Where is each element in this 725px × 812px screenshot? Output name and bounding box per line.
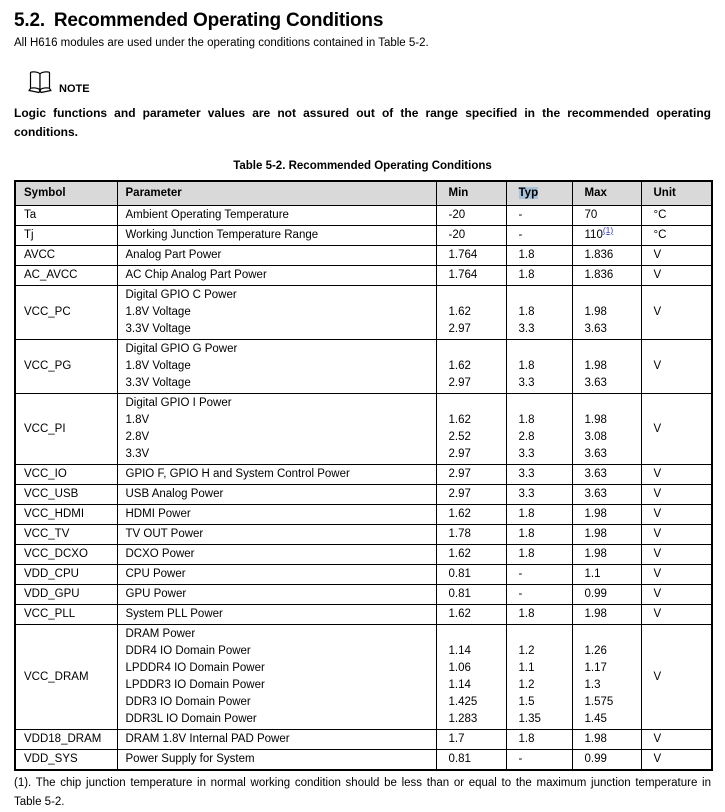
cell-line: 1.8 bbox=[518, 269, 535, 281]
cell-line: LPDDR4 IO Domain Power bbox=[125, 662, 265, 674]
cell-line: 1.35 bbox=[518, 713, 541, 725]
footnote-link[interactable]: (1) bbox=[602, 225, 614, 236]
cell-line bbox=[519, 341, 567, 358]
parameter-cell bbox=[117, 625, 436, 730]
min-cell bbox=[436, 565, 506, 585]
cell-line: 1.62 bbox=[448, 548, 471, 560]
header-parameter: Parameter bbox=[117, 181, 436, 206]
cell-line: 1.62 bbox=[448, 360, 471, 372]
cell-line: DRAM 1.8V Internal PAD Power bbox=[125, 733, 290, 745]
parameter-cell bbox=[117, 545, 436, 565]
cell-line: Digital GPIO C Power bbox=[125, 289, 237, 301]
table-caption: Table 5-2. Recommended Operating Conditions bbox=[233, 160, 492, 172]
parameter-cell bbox=[117, 730, 436, 750]
cell-line: 1.8 bbox=[518, 508, 535, 520]
cell-line: 1.575 bbox=[584, 696, 614, 708]
unit-cell: V bbox=[641, 465, 712, 485]
min-cell bbox=[436, 206, 506, 226]
cell-line: CPU Power bbox=[125, 568, 186, 580]
note-header bbox=[26, 70, 711, 96]
cell-line: 3.3V Voltage bbox=[125, 323, 191, 335]
cell-line: 1.764 bbox=[448, 249, 478, 261]
cell-line: 1.8 bbox=[518, 548, 535, 560]
cell-line: 2.97 bbox=[448, 323, 471, 335]
unit-cell: V bbox=[641, 545, 712, 565]
parameter-cell bbox=[117, 485, 436, 505]
max-cell bbox=[572, 394, 641, 465]
unit-cell: V bbox=[641, 730, 712, 750]
cell-line: 1.3 bbox=[584, 679, 601, 691]
cell-line bbox=[585, 626, 636, 643]
cell-line: 2.97 bbox=[448, 468, 471, 480]
cell-line: 3.3 bbox=[518, 468, 535, 480]
max-cell bbox=[572, 545, 641, 565]
symbol-cell: AVCC bbox=[15, 246, 117, 266]
cell-line: 1.836 bbox=[584, 269, 614, 281]
cell-line: DDR3L IO Domain Power bbox=[125, 713, 257, 725]
unit-cell: °C bbox=[641, 206, 712, 226]
cell-line: 1.62 bbox=[448, 414, 471, 426]
cell-line: - bbox=[518, 588, 523, 600]
intro-paragraph: All H616 modules are used under the operating conditions contained in Table 5-2. bbox=[14, 37, 429, 49]
unit-cell: V bbox=[641, 565, 712, 585]
parameter-cell bbox=[117, 286, 436, 340]
cell-line: 2.97 bbox=[448, 377, 471, 389]
cell-line: 1.06 bbox=[448, 662, 471, 674]
cell-line bbox=[519, 626, 567, 643]
typ-cell bbox=[506, 340, 572, 394]
cell-line: Power Supply for System bbox=[125, 753, 255, 765]
cell-line: 1.17 bbox=[584, 662, 607, 674]
max-cell bbox=[572, 485, 641, 505]
cell-line: - bbox=[518, 229, 523, 241]
cell-line bbox=[449, 341, 501, 358]
min-cell bbox=[436, 266, 506, 286]
table-row bbox=[15, 266, 712, 286]
open-book-icon bbox=[26, 70, 54, 96]
cell-line: 1.98 bbox=[584, 414, 607, 426]
min-cell bbox=[436, 545, 506, 565]
cell-line: 3.08 bbox=[584, 431, 607, 443]
cell-line: 1.7 bbox=[448, 733, 465, 745]
cell-line: 3.63 bbox=[584, 323, 607, 335]
cell-line bbox=[585, 395, 636, 412]
footnote-text: (1). The chip junction temperature in normal working condition should be less than or equal to the maximum junction temperature in Table 5-2. bbox=[14, 777, 711, 808]
min-cell bbox=[436, 625, 506, 730]
cell-line bbox=[585, 341, 636, 358]
max-cell bbox=[572, 605, 641, 625]
header-unit: Unit bbox=[641, 181, 712, 206]
typ-cell bbox=[506, 625, 572, 730]
max-cell bbox=[572, 625, 641, 730]
cell-line: GPIO F, GPIO H and System Control Power bbox=[125, 468, 350, 480]
cell-line: 2.8 bbox=[518, 431, 535, 443]
cell-line bbox=[519, 395, 567, 412]
cell-line: DCXO Power bbox=[125, 548, 195, 560]
cell-line: 3.3V bbox=[125, 448, 150, 460]
cell-line: 1.8V bbox=[125, 414, 150, 426]
parameter-cell bbox=[117, 465, 436, 485]
symbol-cell: VDD_GPU bbox=[15, 585, 117, 605]
unit-cell: V bbox=[641, 394, 712, 465]
max-cell bbox=[572, 226, 641, 246]
cell-line bbox=[519, 287, 567, 304]
table-row bbox=[15, 625, 712, 730]
table-row bbox=[15, 730, 712, 750]
cell-line: 2.8V bbox=[125, 431, 150, 443]
cell-line: 1.8 bbox=[518, 733, 535, 745]
max-cell bbox=[572, 286, 641, 340]
symbol-cell: AC_AVCC bbox=[15, 266, 117, 286]
min-cell bbox=[436, 226, 506, 246]
unit-cell: V bbox=[641, 625, 712, 730]
max-cell bbox=[572, 585, 641, 605]
min-cell bbox=[436, 286, 506, 340]
header-symbol: Symbol bbox=[15, 181, 117, 206]
parameter-cell bbox=[117, 525, 436, 545]
parameter-cell bbox=[117, 226, 436, 246]
max-cell bbox=[572, 206, 641, 226]
cell-line: TV OUT Power bbox=[125, 528, 204, 540]
cell-line: 1.26 bbox=[584, 645, 607, 657]
cell-line: 0.81 bbox=[448, 753, 471, 765]
table-row bbox=[15, 246, 712, 266]
unit-cell: V bbox=[641, 585, 712, 605]
cell-line: - bbox=[518, 753, 523, 765]
min-cell bbox=[436, 485, 506, 505]
cell-line: 1.8 bbox=[518, 306, 535, 318]
parameter-cell bbox=[117, 394, 436, 465]
symbol-cell: VDD_CPU bbox=[15, 565, 117, 585]
symbol-cell: VDD_SYS bbox=[15, 750, 117, 771]
parameter-cell bbox=[117, 246, 436, 266]
max-cell bbox=[572, 750, 641, 771]
symbol-cell: VCC_DRAM bbox=[15, 625, 117, 730]
min-cell bbox=[436, 605, 506, 625]
max-cell bbox=[572, 465, 641, 485]
parameter-cell bbox=[117, 340, 436, 394]
table-row bbox=[15, 545, 712, 565]
table-row bbox=[15, 565, 712, 585]
typ-cell bbox=[506, 465, 572, 485]
min-cell bbox=[436, 505, 506, 525]
cell-line: 1.14 bbox=[448, 645, 471, 657]
typ-cell bbox=[506, 246, 572, 266]
cell-line: 1.62 bbox=[448, 608, 471, 620]
table-row bbox=[15, 585, 712, 605]
parameter-cell bbox=[117, 605, 436, 625]
cell-line: HDMI Power bbox=[125, 508, 191, 520]
cell-line: 1.98 bbox=[584, 548, 607, 560]
symbol-cell: VCC_DCXO bbox=[15, 545, 117, 565]
symbol-cell: VCC_USB bbox=[15, 485, 117, 505]
cell-line: 1.8V Voltage bbox=[125, 306, 191, 318]
min-cell bbox=[436, 525, 506, 545]
typ-cell bbox=[506, 565, 572, 585]
cell-line: 1.8 bbox=[518, 414, 535, 426]
cell-line: 1.8V Voltage bbox=[125, 360, 191, 372]
max-cell bbox=[572, 505, 641, 525]
symbol-cell: VCC_PG bbox=[15, 340, 117, 394]
note-label: NOTE bbox=[59, 83, 90, 95]
typ-cell bbox=[506, 266, 572, 286]
typ-cell bbox=[506, 585, 572, 605]
cell-line: 1.5 bbox=[518, 696, 535, 708]
cell-line: 0.81 bbox=[448, 588, 471, 600]
symbol-cell: VCC_PLL bbox=[15, 605, 117, 625]
typ-cell bbox=[506, 394, 572, 465]
typ-cell bbox=[506, 206, 572, 226]
table-row bbox=[15, 206, 712, 226]
table-row bbox=[15, 465, 712, 485]
typ-cell bbox=[506, 545, 572, 565]
cell-line: -20 bbox=[448, 229, 466, 241]
parameter-cell bbox=[117, 206, 436, 226]
max-cell bbox=[572, 246, 641, 266]
cell-line: 1.836 bbox=[584, 249, 614, 261]
parameter-cell bbox=[117, 585, 436, 605]
cell-line: 1.764 bbox=[448, 269, 478, 281]
cell-line bbox=[449, 287, 501, 304]
table-row bbox=[15, 340, 712, 394]
unit-cell: V bbox=[641, 750, 712, 771]
typ-cell bbox=[506, 505, 572, 525]
symbol-cell: VCC_PI bbox=[15, 394, 117, 465]
section-title bbox=[14, 10, 711, 32]
cell-line: 1.2 bbox=[518, 679, 535, 691]
cell-line: 1.8 bbox=[518, 360, 535, 372]
cell-line bbox=[449, 626, 501, 643]
parameter-cell bbox=[117, 505, 436, 525]
cell-line: 1.98 bbox=[584, 528, 607, 540]
cell-line: 0.81 bbox=[448, 568, 471, 580]
unit-cell: V bbox=[641, 505, 712, 525]
cell-line: DDR3 IO Domain Power bbox=[125, 696, 251, 708]
cell-line: Analog Part Power bbox=[125, 249, 222, 261]
cell-line: 2.52 bbox=[448, 431, 471, 443]
unit-cell: V bbox=[641, 266, 712, 286]
min-cell bbox=[436, 246, 506, 266]
max-cell bbox=[572, 525, 641, 545]
unit-cell: V bbox=[641, 525, 712, 545]
typ-cell bbox=[506, 286, 572, 340]
max-cell bbox=[572, 730, 641, 750]
cell-line: 1.1 bbox=[518, 662, 535, 674]
cell-line: 3.63 bbox=[584, 377, 607, 389]
cell-line: DRAM Power bbox=[125, 628, 196, 640]
typ-cell bbox=[506, 226, 572, 246]
cell-line: 1.98 bbox=[584, 508, 607, 520]
cell-line: 1.78 bbox=[448, 528, 471, 540]
min-cell bbox=[436, 340, 506, 394]
cell-line: 1.98 bbox=[584, 360, 607, 372]
cell-line: 1.8 bbox=[518, 608, 535, 620]
table-header-row bbox=[15, 181, 712, 206]
cell-line: 3.63 bbox=[584, 448, 607, 460]
min-cell bbox=[436, 730, 506, 750]
cell-line: USB Analog Power bbox=[125, 488, 224, 500]
cell-line: 0.99 bbox=[584, 588, 607, 600]
cell-line: AC Chip Analog Part Power bbox=[125, 269, 267, 281]
cell-line: DDR4 IO Domain Power bbox=[125, 645, 251, 657]
min-cell bbox=[436, 394, 506, 465]
unit-cell: V bbox=[641, 340, 712, 394]
max-cell bbox=[572, 340, 641, 394]
unit-cell: V bbox=[641, 246, 712, 266]
cell-line: 1.45 bbox=[584, 713, 607, 725]
table-row bbox=[15, 525, 712, 545]
table-row bbox=[15, 750, 712, 771]
symbol-cell: VCC_TV bbox=[15, 525, 117, 545]
header-min: Min bbox=[436, 181, 506, 206]
cell-line: 3.3 bbox=[518, 323, 535, 335]
table-row bbox=[15, 485, 712, 505]
cell-line: 1.62 bbox=[448, 306, 471, 318]
cell-line: 1.1 bbox=[584, 568, 601, 580]
cell-line: 3.3 bbox=[518, 448, 535, 460]
cell-line: 1.283 bbox=[448, 713, 478, 725]
operating-conditions-table bbox=[14, 180, 713, 771]
cell-line bbox=[585, 287, 636, 304]
typ-cell bbox=[506, 730, 572, 750]
cell-line: GPU Power bbox=[125, 588, 187, 600]
symbol-cell: Tj bbox=[15, 226, 117, 246]
cell-line: - bbox=[518, 209, 523, 221]
table-row bbox=[15, 286, 712, 340]
max-cell bbox=[572, 266, 641, 286]
typ-cell bbox=[506, 485, 572, 505]
table-row bbox=[15, 394, 712, 465]
cell-line: 3.63 bbox=[584, 468, 607, 480]
note-text: Logic functions and parameter values are not assured out of the range specified in the recommended operating conditions. bbox=[14, 106, 711, 139]
cell-line: 110$^{(1)}$ bbox=[584, 225, 614, 241]
cell-line: Digital GPIO G Power bbox=[125, 343, 238, 355]
min-cell bbox=[436, 585, 506, 605]
typ-cell bbox=[506, 525, 572, 545]
table-row bbox=[15, 605, 712, 625]
parameter-cell bbox=[117, 266, 436, 286]
cell-line: 3.3 bbox=[518, 377, 535, 389]
cell-line: System PLL Power bbox=[125, 608, 223, 620]
cell-line: 70 bbox=[584, 209, 598, 221]
table-row bbox=[15, 226, 712, 246]
cell-line: 3.3 bbox=[518, 488, 535, 500]
unit-cell: V bbox=[641, 605, 712, 625]
typ-cell bbox=[506, 750, 572, 771]
unit-cell: V bbox=[641, 485, 712, 505]
symbol-cell: VCC_PC bbox=[15, 286, 117, 340]
table-body bbox=[15, 206, 712, 771]
cell-line: 1.98 bbox=[584, 733, 607, 745]
cell-line: - bbox=[518, 568, 523, 580]
cell-line: 1.8 bbox=[518, 528, 535, 540]
cell-line: Working Junction Temperature Range bbox=[125, 229, 319, 241]
cell-line: 2.97 bbox=[448, 488, 471, 500]
section-title-text: Recommended Operating Conditions bbox=[53, 10, 384, 31]
symbol-cell: VDD18_DRAM bbox=[15, 730, 117, 750]
cell-line bbox=[449, 395, 501, 412]
unit-cell: V bbox=[641, 286, 712, 340]
unit-cell: °C bbox=[641, 226, 712, 246]
cell-line: 2.97 bbox=[448, 448, 471, 460]
min-cell bbox=[436, 465, 506, 485]
cell-line: 1.14 bbox=[448, 679, 471, 691]
cell-line: Ambient Operating Temperature bbox=[125, 209, 289, 221]
header-max: Max bbox=[572, 181, 641, 206]
cell-line: 1.2 bbox=[518, 645, 535, 657]
cell-line: 1.425 bbox=[448, 696, 478, 708]
symbol-cell: VCC_HDMI bbox=[15, 505, 117, 525]
cell-line: 3.63 bbox=[584, 488, 607, 500]
parameter-cell bbox=[117, 750, 436, 771]
symbol-cell: VCC_IO bbox=[15, 465, 117, 485]
cell-line: 0.99 bbox=[584, 753, 607, 765]
cell-line: 3.3V Voltage bbox=[125, 377, 191, 389]
cell-line: -20 bbox=[448, 209, 466, 221]
table-row bbox=[15, 505, 712, 525]
typ-highlighted-text: Typ bbox=[518, 187, 539, 199]
cell-line: Digital GPIO I Power bbox=[125, 397, 232, 409]
section-number: 5.2. bbox=[14, 10, 45, 31]
cell-line: LPDDR3 IO Domain Power bbox=[125, 679, 265, 691]
min-cell bbox=[436, 750, 506, 771]
cell-line: 1.62 bbox=[448, 508, 471, 520]
cell-line: 1.98 bbox=[584, 306, 607, 318]
max-cell bbox=[572, 565, 641, 585]
symbol-cell: Ta bbox=[15, 206, 117, 226]
parameter-cell bbox=[117, 565, 436, 585]
header-typ bbox=[506, 181, 572, 206]
cell-line: 1.98 bbox=[584, 608, 607, 620]
cell-line: 1.8 bbox=[518, 249, 535, 261]
typ-cell bbox=[506, 605, 572, 625]
